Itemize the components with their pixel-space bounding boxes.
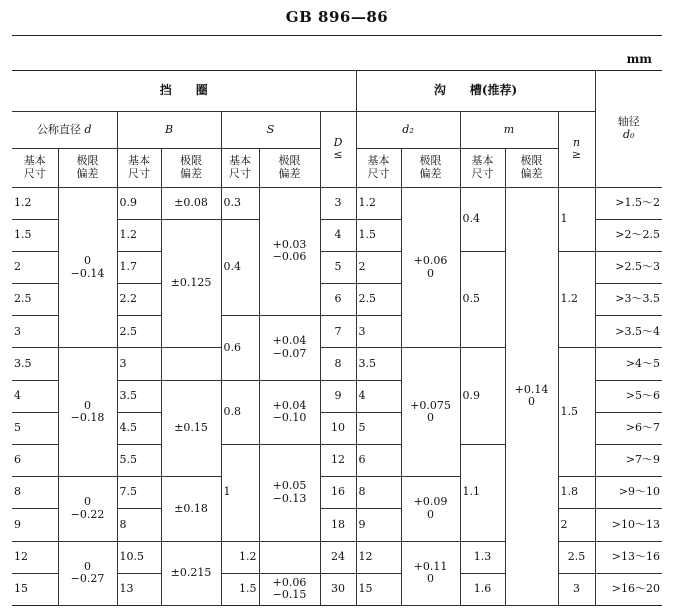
S-value: 1.2 [221, 541, 259, 573]
d-value: 5 [12, 412, 58, 444]
limit-deviation-header: 极限 偏差 [58, 149, 117, 187]
d2-value: 1.2 [356, 187, 401, 219]
d-value: 8 [12, 477, 58, 509]
m-deviation: +0.14 0 [505, 187, 558, 605]
basic-size-header: 基本 尺寸 [117, 149, 161, 187]
D-value: 18 [320, 509, 356, 541]
S-deviation: +0.03 −0.06 [259, 187, 320, 316]
table-row [12, 477, 662, 509]
d2-value: 9 [356, 509, 401, 541]
limit-deviation-header: 极限 偏差 [505, 149, 558, 187]
B-value: 1.7 [117, 251, 161, 283]
shaft-diameter-value: >3.5～4 [595, 316, 662, 348]
B-header: B [117, 112, 221, 149]
n-value: 1.2 [558, 251, 595, 348]
S-value: 1 [221, 445, 259, 542]
shaft-diameter-value: >2.5～3 [595, 251, 662, 283]
shaft-diameter-value: >13～16 [595, 541, 662, 573]
d-deviation: 0 −0.14 [58, 187, 117, 348]
d-deviation: 0 −0.18 [58, 348, 117, 477]
B-value: 8 [117, 509, 161, 541]
d2-deviation: +0.06 0 [401, 187, 460, 348]
shaft-diameter-value: >10～13 [595, 509, 662, 541]
B-value: 13 [117, 573, 161, 605]
S-deviation: +0.05 −0.13 [259, 445, 320, 542]
S-value: 1.5 [221, 573, 259, 605]
D-value: 12 [320, 445, 356, 477]
standard-number: GB 896—86 [285, 8, 389, 26]
B-value: 0.9 [117, 187, 161, 219]
m-value: 0.4 [460, 187, 505, 251]
D-value: 7 [320, 316, 356, 348]
n-value: 3 [558, 573, 595, 605]
d2-header: d₂ [356, 112, 460, 149]
S-deviation [259, 541, 320, 573]
shaft-diameter-value: >3～3.5 [595, 284, 662, 316]
shaft-diameter-value: >5～6 [595, 380, 662, 412]
group-header-retaining-ring: 挡 圈 [12, 71, 356, 112]
basic-size-header: 基本 尺寸 [12, 149, 58, 187]
nominal-diameter-header: 公称直径 d [12, 112, 117, 149]
d-value: 2 [12, 251, 58, 283]
shaft-diameter-value: >2～2.5 [595, 219, 662, 251]
D-value: 9 [320, 380, 356, 412]
S-header: S [221, 112, 320, 149]
d2-value: 4 [356, 380, 401, 412]
d2-deviation: +0.11 0 [401, 541, 460, 605]
shaft-diameter-value: >1.5～2 [595, 187, 662, 219]
d-deviation: 0 −0.27 [58, 541, 117, 605]
B-value: 10.5 [117, 541, 161, 573]
S-deviation: +0.04 −0.10 [259, 380, 320, 444]
top-rule [12, 35, 662, 36]
S-deviation: +0.04 −0.07 [259, 316, 320, 380]
d2-value: 12 [356, 541, 401, 573]
d-value: 9 [12, 509, 58, 541]
d2-value: 3 [356, 316, 401, 348]
retaining-ring-table [12, 70, 662, 606]
n-value: 2 [558, 509, 595, 541]
table-row [12, 541, 662, 573]
d2-deviation: +0.09 0 [401, 477, 460, 541]
shaft-diameter-value: >16～20 [595, 573, 662, 605]
table-row [12, 348, 662, 380]
d-deviation: 0 −0.22 [58, 477, 117, 541]
limit-deviation-header: 极限 偏差 [259, 149, 320, 187]
d2-value: 5 [356, 412, 401, 444]
d2-value: 2 [356, 251, 401, 283]
m-value: 1.1 [460, 445, 505, 542]
D-value: 8 [320, 348, 356, 380]
limit-deviation-header: 极限 偏差 [161, 149, 221, 187]
S-value: 0.8 [221, 380, 259, 444]
n-value: 1.8 [558, 477, 595, 509]
S-value: 0.3 [221, 187, 259, 219]
d-value: 4 [12, 380, 58, 412]
basic-size-header: 基本 尺寸 [221, 149, 259, 187]
limit-deviation-header: 极限 偏差 [401, 149, 460, 187]
shaft-diameter-value: >9～10 [595, 477, 662, 509]
D-value: 5 [320, 251, 356, 283]
n-value: 1.5 [558, 348, 595, 477]
unit-label: mm [626, 52, 652, 66]
shaft-diameter-value: >4～5 [595, 348, 662, 380]
m-value: 1.6 [460, 573, 505, 605]
n-header: n ≥ [558, 112, 595, 187]
shaft-diameter-header: 轴径 d₀ [595, 71, 662, 188]
shaft-diameter-value: >6～7 [595, 412, 662, 444]
d2-value: 6 [356, 445, 401, 477]
S-deviation: +0.06 −0.15 [259, 573, 320, 605]
d2-value: 1.5 [356, 219, 401, 251]
d2-value: 2.5 [356, 284, 401, 316]
B-deviation: ±0.215 [161, 541, 221, 605]
table-row [12, 187, 662, 219]
B-deviation: ±0.18 [161, 477, 221, 541]
S-value: 0.4 [221, 219, 259, 316]
m-value: 0.9 [460, 348, 505, 445]
m-value: 1.3 [460, 541, 505, 573]
D-value: 3 [320, 187, 356, 219]
d-value: 15 [12, 573, 58, 605]
B-value: 3.5 [117, 380, 161, 412]
D-header: D ≤ [320, 112, 356, 187]
d-value: 6 [12, 445, 58, 477]
d2-value: 8 [356, 477, 401, 509]
B-value: 5.5 [117, 445, 161, 477]
d-value: 3 [12, 316, 58, 348]
m-header: m [460, 112, 558, 149]
d-value: 1.5 [12, 219, 58, 251]
d-value: 12 [12, 541, 58, 573]
B-value: 2.5 [117, 316, 161, 348]
B-deviation: ±0.15 [161, 380, 221, 477]
B-value: 2.2 [117, 284, 161, 316]
D-value: 4 [320, 219, 356, 251]
D-value: 16 [320, 477, 356, 509]
B-deviation: ±0.08 [161, 187, 221, 219]
D-value: 10 [320, 412, 356, 444]
group-header-groove: 沟 槽(推荐) [356, 71, 595, 112]
B-deviation: ±0.125 [161, 219, 221, 348]
D-value: 6 [320, 284, 356, 316]
B-deviation [161, 348, 221, 380]
basic-size-header: 基本 尺寸 [356, 149, 401, 187]
d2-value: 15 [356, 573, 401, 605]
D-value: 24 [320, 541, 356, 573]
d-value: 3.5 [12, 348, 58, 380]
B-value: 4.5 [117, 412, 161, 444]
n-value: 2.5 [558, 541, 595, 573]
S-value: 0.6 [221, 316, 259, 380]
d-value: 1.2 [12, 187, 58, 219]
d2-deviation: +0.075 0 [401, 348, 460, 477]
n-value: 1 [558, 187, 595, 251]
m-value: 0.5 [460, 251, 505, 348]
D-value: 30 [320, 573, 356, 605]
B-value: 7.5 [117, 477, 161, 509]
B-value: 3 [117, 348, 161, 380]
d-value: 2.5 [12, 284, 58, 316]
basic-size-header: 基本 尺寸 [460, 149, 505, 187]
shaft-diameter-value: >7～9 [595, 445, 662, 477]
B-value: 1.2 [117, 219, 161, 251]
d2-value: 3.5 [356, 348, 401, 380]
